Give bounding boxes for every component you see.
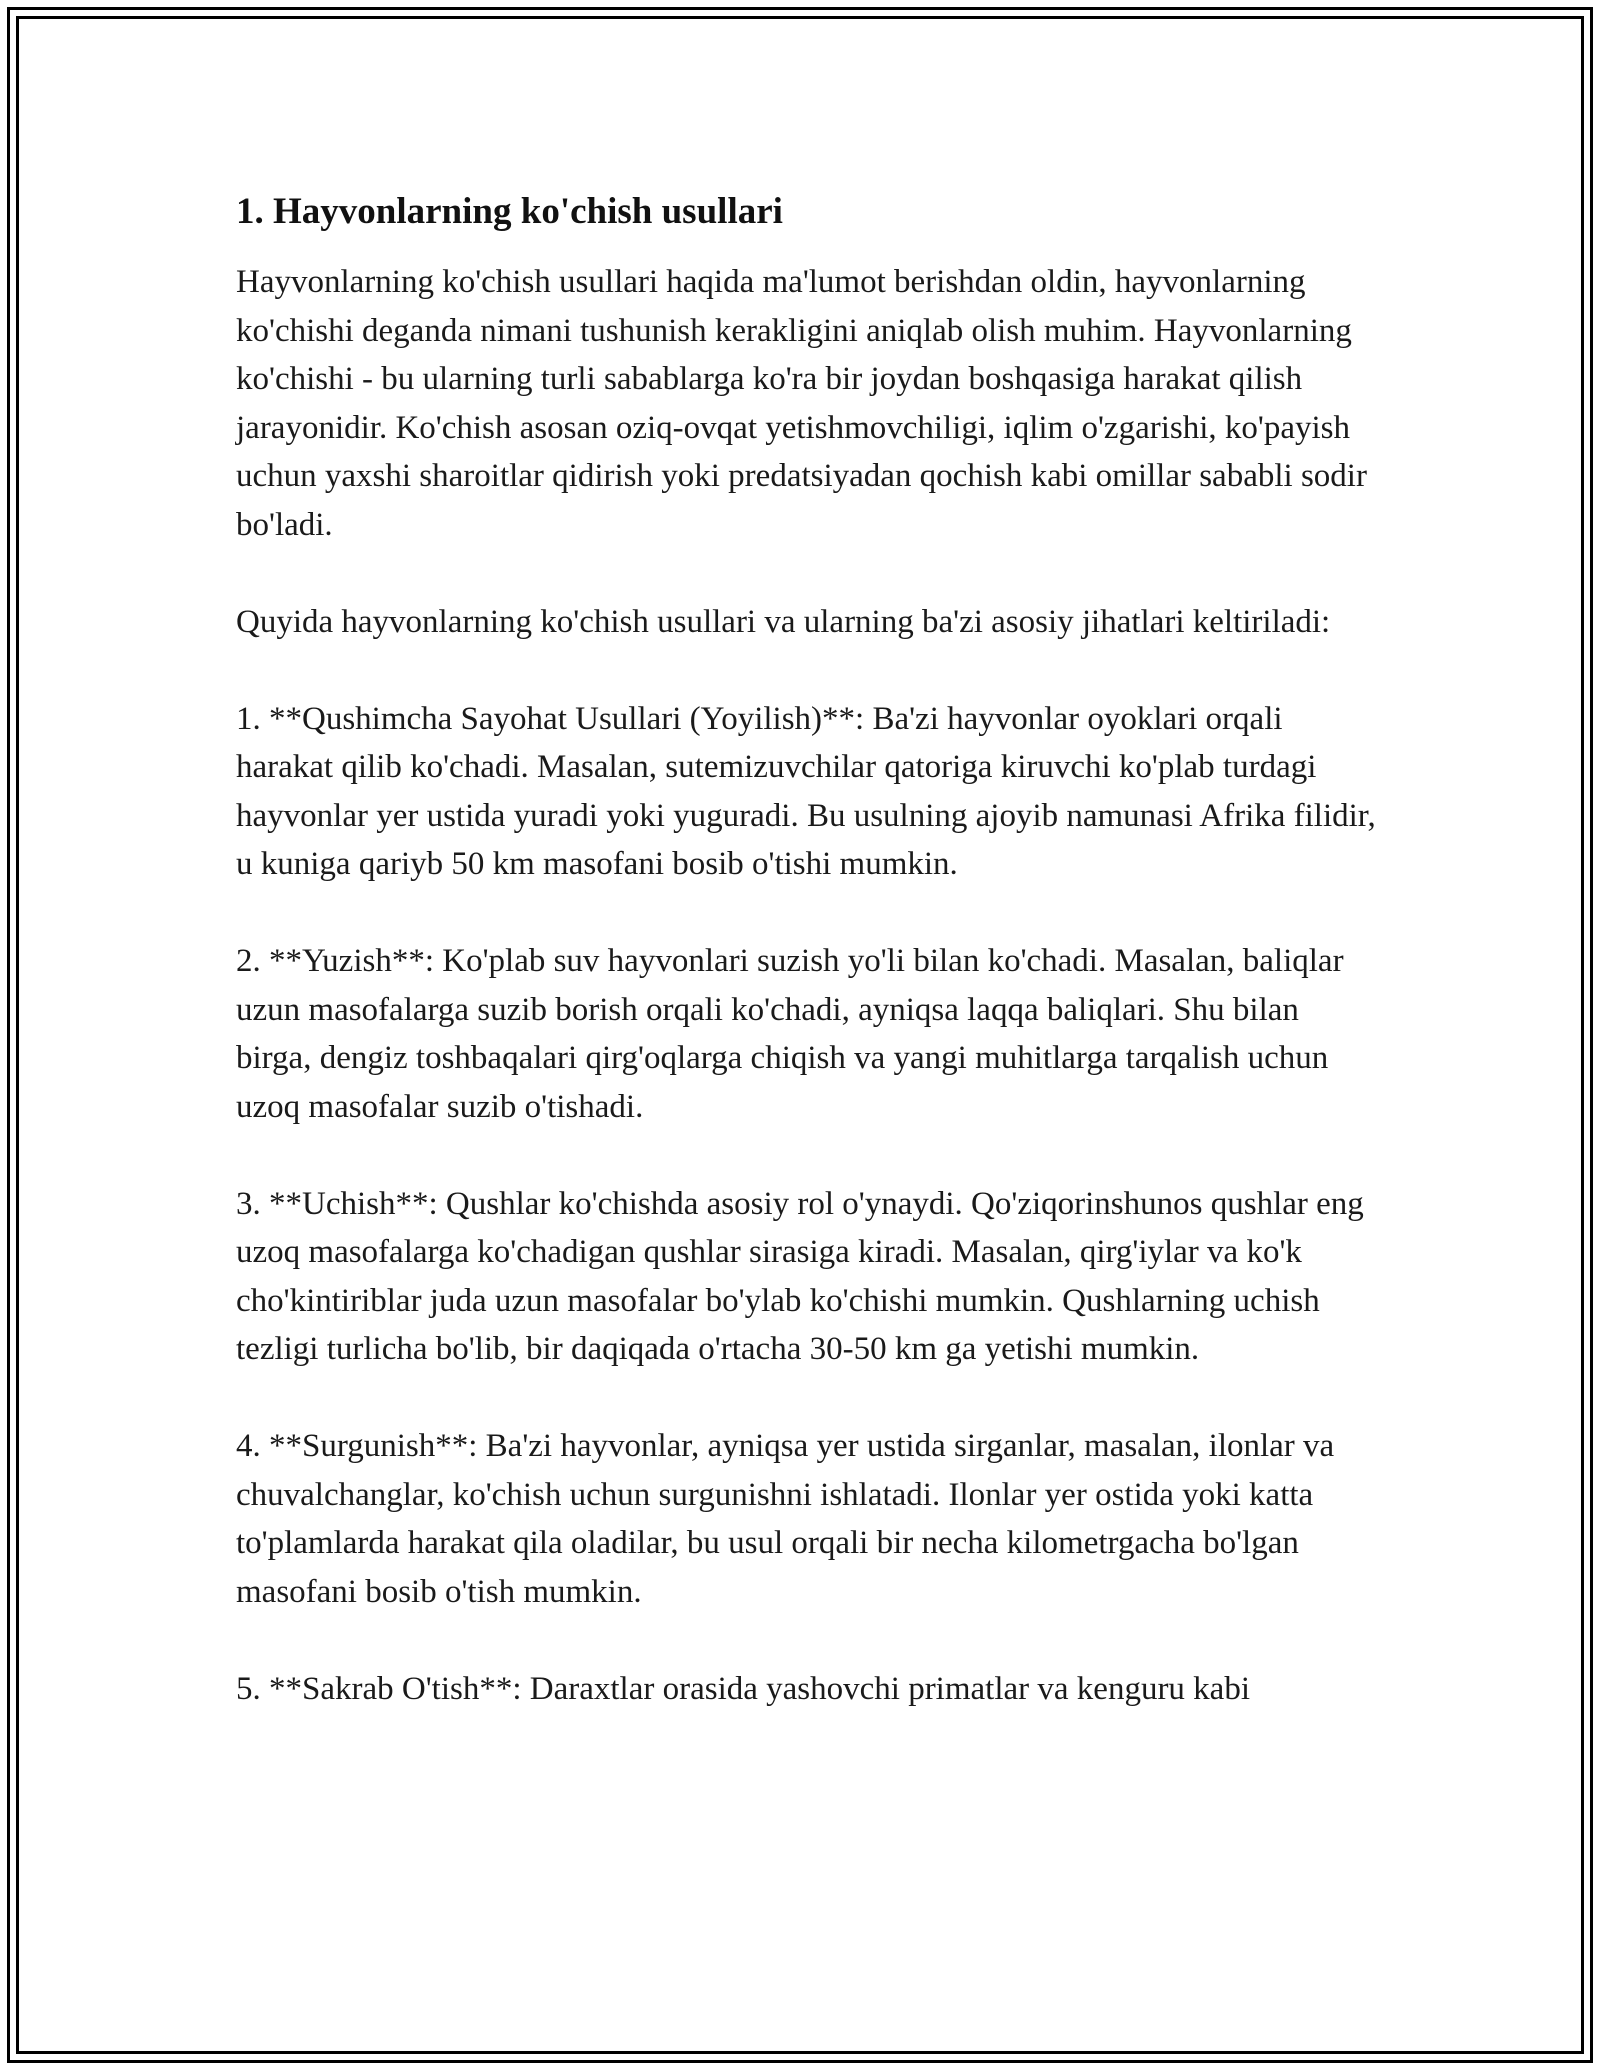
intro-paragraph: Hayvonlarning ko'chish usullari haqida ma'lumot berishdan oldin, hayvonlarning ko'chishi deganda nimani tushunish kerakligini aniqlab olish muhim. Hayvonlarning ko'chishi - bu ularning turli sabablarga ko'ra bir joydan boshqasiga harakat qilish jarayonidir. Ko'chish asosan oziq-ovqat yetishmovchiligi, iqlim o'zgarishi, ko'payish uchun yaxshi sharoitlar qidirish yoki predatsiyadan qochish kabi omillar sababli sodir bo'ladi. (236, 264, 1367, 543)
list-intro-paragraph: Quyida hayvonlarning ko'chish usullari va ularning ba'zi asosiy jihatlari keltiriladi: (236, 603, 1331, 640)
list-item-walking: 1. **Qushimcha Sayohat Usullari (Yoyilish)**: Ba'zi hayvonlar oyoklari orqali harakat qilib ko'chadi. Masalan, sutemizuvchilar qatoriga kiruvchi ko'plab turdagi hayvonlar yer ustida yuradi yoki yuguradi. Bu usulning ajoyib namunasi Afrika filidir, u kuniga qariyb 50 km masofani bosib o'tishi mumkin. (236, 700, 1376, 882)
list-item-jumping: 5. **Sakrab O'tish**: Daraxtlar orasida yashovchi primatlar va kenguru kabi (236, 1670, 1250, 1707)
list-item-flying: 3. **Uchish**: Qushlar ko'chishda asosiy rol o'ynaydi. Qo'ziqorinshunos qushlar eng uzoq masofalarga ko'chadigan qushlar sirasiga kiradi. Masalan, qirg'iylar va ko'k cho'kintiriblar juda uzun masofalar bo'ylab ko'chishi mumkin. Qushlarning uchish tezligi turlicha bo'lib, bir daqiqada o'rtacha 30-50 km ga yetishi mumkin. (236, 1185, 1364, 1367)
list-item-crawling: 4. **Surgunish**: Ba'zi hayvonlar, ayniqsa yer ustida sirganlar, masalan, ilonlar va chuvalchanglar, ko'chish uchun surgunishni ishlatadi. Ilonlar yer ostida yoki katta to'plamlarda harakat qila oladilar, bu usul orqali bir necha kilometrgacha bo'lgan masofani bosib o'tish mumkin. (236, 1428, 1335, 1610)
list-item-swimming: 2. **Yuzish**: Ko'plab suv hayvonlari suzish yo'li bilan ko'chadi. Masalan, baliqlar uzun masofalarga suzib borish orqali ko'chadi, ayniqsa laqqa baliqlari. Shu bilan birga, dengiz toshbaqalari qirg'oqlarga chiqish va yangi muhitlarga tarqalish uchun uzoq masofalar suzib o'tishadi. (236, 943, 1344, 1125)
section-heading: 1. Hayvonlarning ko'chish usullari (236, 191, 783, 232)
document-body (236, 188, 1376, 1713)
